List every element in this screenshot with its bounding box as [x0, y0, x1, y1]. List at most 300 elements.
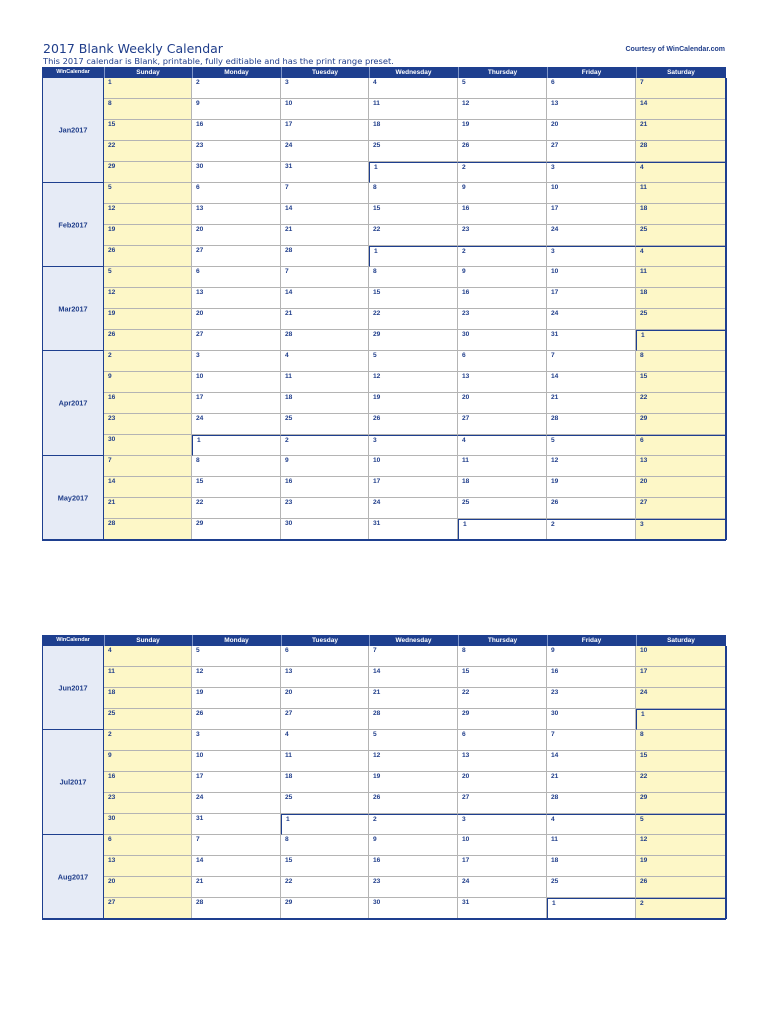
day-number: 16	[551, 668, 559, 675]
day-cell[interactable]	[281, 793, 369, 814]
day-number: 20	[462, 394, 470, 401]
day-cell[interactable]	[636, 99, 726, 120]
day-cell[interactable]	[369, 225, 458, 246]
day-number: 30	[196, 163, 204, 170]
day-cell[interactable]	[281, 898, 369, 919]
day-cell[interactable]	[547, 204, 636, 225]
day-cell[interactable]	[281, 498, 369, 519]
day-number: 8	[108, 100, 112, 107]
month-label-cell	[42, 456, 104, 540]
day-cell[interactable]	[192, 667, 281, 688]
header-separator	[636, 635, 637, 646]
day-cell[interactable]	[547, 498, 636, 519]
day-cell[interactable]	[369, 267, 458, 288]
day-cell[interactable]	[547, 78, 636, 99]
day-cell[interactable]	[458, 772, 547, 793]
day-cell[interactable]	[369, 246, 458, 267]
day-cell[interactable]	[547, 646, 636, 667]
day-cell[interactable]	[636, 456, 726, 477]
day-cell[interactable]	[547, 351, 636, 372]
day-cell[interactable]	[369, 709, 458, 730]
day-cell[interactable]	[369, 667, 458, 688]
month-label-cell	[42, 183, 104, 267]
day-number: 10	[640, 647, 648, 654]
day-cell[interactable]	[547, 309, 636, 330]
day-cell[interactable]	[547, 288, 636, 309]
day-cell[interactable]	[547, 372, 636, 393]
day-number: 13	[285, 668, 293, 675]
courtesy-link[interactable]: Courtesy of WinCalendar.com	[625, 46, 725, 53]
day-cell[interactable]	[636, 414, 726, 435]
day-cell[interactable]	[281, 351, 369, 372]
day-cell[interactable]	[281, 751, 369, 772]
day-cell[interactable]	[636, 667, 726, 688]
day-cell[interactable]	[281, 856, 369, 877]
day-number: 20	[196, 226, 204, 233]
day-cell[interactable]	[458, 519, 547, 540]
day-number: 12	[373, 752, 381, 759]
day-cell[interactable]	[192, 519, 281, 540]
day-cell[interactable]	[104, 456, 192, 477]
header-wednesday: Wednesday	[395, 637, 432, 644]
day-cell[interactable]	[636, 856, 726, 877]
day-cell[interactable]	[458, 477, 547, 498]
day-cell[interactable]	[458, 225, 547, 246]
day-cell[interactable]	[547, 120, 636, 141]
day-cell[interactable]	[104, 898, 192, 919]
day-cell[interactable]	[458, 751, 547, 772]
day-cell[interactable]	[458, 688, 547, 709]
day-number: 26	[551, 499, 559, 506]
day-number: 22	[373, 310, 381, 317]
day-cell[interactable]	[636, 646, 726, 667]
day-number: 14	[551, 373, 559, 380]
header-separator	[281, 67, 282, 78]
day-cell[interactable]	[369, 330, 458, 351]
day-number: 11	[285, 373, 292, 380]
day-cell[interactable]	[281, 456, 369, 477]
day-cell[interactable]	[192, 688, 281, 709]
day-cell[interactable]	[458, 898, 547, 919]
day-cell[interactable]	[547, 856, 636, 877]
day-number: 25	[285, 415, 293, 422]
day-cell[interactable]	[458, 435, 547, 456]
day-number: 2	[640, 900, 644, 907]
day-number: 15	[373, 205, 381, 212]
day-cell[interactable]	[369, 519, 458, 540]
day-cell[interactable]	[104, 183, 192, 204]
day-cell[interactable]	[281, 709, 369, 730]
day-cell[interactable]	[104, 498, 192, 519]
day-cell[interactable]	[281, 835, 369, 856]
day-cell[interactable]	[458, 414, 547, 435]
day-cell[interactable]	[192, 288, 281, 309]
day-cell[interactable]	[192, 477, 281, 498]
day-cell[interactable]	[636, 120, 726, 141]
day-cell[interactable]	[104, 793, 192, 814]
day-cell[interactable]	[369, 372, 458, 393]
day-cell[interactable]	[458, 709, 547, 730]
day-number: 5	[462, 79, 466, 86]
day-cell[interactable]	[281, 435, 369, 456]
day-cell[interactable]	[458, 99, 547, 120]
day-number: 18	[640, 205, 648, 212]
day-cell[interactable]	[458, 351, 547, 372]
day-cell[interactable]	[369, 288, 458, 309]
day-cell[interactable]	[192, 835, 281, 856]
day-cell[interactable]	[192, 898, 281, 919]
day-cell[interactable]	[192, 751, 281, 772]
day-cell[interactable]	[281, 288, 369, 309]
calendar-table-2	[42, 635, 726, 919]
day-cell[interactable]	[369, 856, 458, 877]
day-number: 4	[551, 816, 555, 823]
day-cell[interactable]	[369, 414, 458, 435]
day-cell[interactable]	[636, 162, 726, 183]
day-cell[interactable]	[636, 204, 726, 225]
day-cell[interactable]	[281, 225, 369, 246]
day-cell[interactable]	[547, 688, 636, 709]
day-cell[interactable]	[369, 477, 458, 498]
day-number: 1	[286, 816, 290, 823]
month-label: Aug2017	[57, 872, 89, 881]
day-cell[interactable]	[192, 309, 281, 330]
day-cell[interactable]	[104, 393, 192, 414]
day-cell[interactable]	[636, 519, 726, 540]
day-cell[interactable]	[458, 330, 547, 351]
day-cell[interactable]	[281, 99, 369, 120]
day-cell[interactable]	[104, 162, 192, 183]
day-cell[interactable]	[547, 141, 636, 162]
day-cell[interactable]	[369, 435, 458, 456]
day-cell[interactable]	[104, 120, 192, 141]
day-cell[interactable]	[636, 309, 726, 330]
day-cell[interactable]	[104, 667, 192, 688]
day-cell[interactable]	[104, 751, 192, 772]
day-cell[interactable]	[192, 78, 281, 99]
day-cell[interactable]	[192, 435, 281, 456]
day-cell[interactable]	[192, 330, 281, 351]
day-number: 19	[196, 689, 204, 696]
day-cell[interactable]	[547, 772, 636, 793]
day-cell[interactable]	[636, 78, 726, 99]
header-friday: Friday	[581, 69, 602, 76]
day-cell[interactable]	[458, 204, 547, 225]
day-number: 17	[462, 857, 470, 864]
day-cell[interactable]	[636, 372, 726, 393]
day-cell[interactable]	[104, 877, 192, 898]
day-cell[interactable]	[281, 204, 369, 225]
day-cell[interactable]	[369, 351, 458, 372]
day-cell[interactable]	[281, 414, 369, 435]
day-cell[interactable]	[104, 814, 192, 835]
day-cell[interactable]	[281, 688, 369, 709]
day-number: 17	[285, 121, 293, 128]
day-cell[interactable]	[192, 246, 281, 267]
day-cell[interactable]	[369, 162, 458, 183]
day-cell[interactable]	[636, 751, 726, 772]
day-number: 7	[285, 268, 289, 275]
day-cell[interactable]	[547, 814, 636, 835]
day-cell[interactable]	[281, 730, 369, 751]
day-cell[interactable]	[104, 246, 192, 267]
day-number: 25	[108, 710, 116, 717]
day-cell[interactable]	[636, 351, 726, 372]
day-cell[interactable]	[369, 183, 458, 204]
day-cell[interactable]	[458, 246, 547, 267]
day-cell[interactable]	[547, 835, 636, 856]
day-cell[interactable]	[281, 246, 369, 267]
day-cell[interactable]	[458, 309, 547, 330]
day-cell[interactable]	[281, 646, 369, 667]
day-cell[interactable]	[547, 667, 636, 688]
day-number: 29	[640, 794, 648, 801]
header-separator	[458, 67, 459, 78]
day-cell[interactable]	[636, 246, 726, 267]
calendar-body	[42, 78, 726, 540]
day-cell[interactable]	[192, 141, 281, 162]
day-cell[interactable]	[547, 730, 636, 751]
day-cell[interactable]	[458, 183, 547, 204]
day-cell[interactable]	[281, 772, 369, 793]
day-cell[interactable]	[547, 456, 636, 477]
day-cell[interactable]	[458, 646, 547, 667]
header-separator	[458, 635, 459, 646]
day-cell[interactable]	[281, 120, 369, 141]
day-cell[interactable]	[636, 393, 726, 414]
day-cell[interactable]	[636, 772, 726, 793]
day-cell[interactable]	[281, 477, 369, 498]
day-cell[interactable]	[547, 519, 636, 540]
day-number: 3	[285, 79, 289, 86]
day-cell[interactable]	[104, 78, 192, 99]
day-cell[interactable]	[281, 330, 369, 351]
day-cell[interactable]	[547, 99, 636, 120]
day-cell[interactable]	[192, 393, 281, 414]
day-cell[interactable]	[636, 141, 726, 162]
day-cell[interactable]	[192, 772, 281, 793]
day-cell[interactable]	[104, 204, 192, 225]
day-cell[interactable]	[104, 646, 192, 667]
day-cell[interactable]	[192, 351, 281, 372]
day-number: 23	[462, 226, 470, 233]
day-cell[interactable]	[636, 709, 726, 730]
day-cell[interactable]	[192, 456, 281, 477]
day-cell[interactable]	[369, 141, 458, 162]
day-cell[interactable]	[104, 309, 192, 330]
day-cell[interactable]	[192, 120, 281, 141]
day-cell[interactable]	[547, 793, 636, 814]
day-cell[interactable]	[636, 477, 726, 498]
day-cell[interactable]	[104, 99, 192, 120]
day-cell[interactable]	[458, 78, 547, 99]
day-cell[interactable]	[104, 835, 192, 856]
day-cell[interactable]	[104, 688, 192, 709]
day-cell[interactable]	[458, 267, 547, 288]
day-cell[interactable]	[369, 835, 458, 856]
day-cell[interactable]	[369, 772, 458, 793]
day-cell[interactable]	[369, 78, 458, 99]
day-cell[interactable]	[636, 267, 726, 288]
day-cell[interactable]	[547, 267, 636, 288]
day-number: 8	[462, 647, 466, 654]
day-cell[interactable]	[458, 667, 547, 688]
day-cell[interactable]	[192, 730, 281, 751]
day-cell[interactable]	[104, 772, 192, 793]
day-cell[interactable]	[369, 688, 458, 709]
day-cell[interactable]	[192, 99, 281, 120]
day-cell[interactable]	[192, 646, 281, 667]
day-number: 26	[108, 331, 116, 338]
day-number: 16	[462, 205, 470, 212]
day-cell[interactable]	[458, 372, 547, 393]
day-cell[interactable]	[192, 709, 281, 730]
day-cell[interactable]	[458, 288, 547, 309]
day-cell[interactable]	[547, 393, 636, 414]
day-cell[interactable]	[192, 183, 281, 204]
day-cell[interactable]	[369, 393, 458, 414]
day-number: 20	[551, 121, 559, 128]
month-label: Apr2017	[58, 398, 88, 408]
day-cell[interactable]	[104, 372, 192, 393]
day-cell[interactable]	[369, 877, 458, 898]
day-number: 1	[374, 248, 378, 255]
day-cell[interactable]	[458, 393, 547, 414]
day-cell[interactable]	[636, 183, 726, 204]
day-cell[interactable]	[458, 456, 547, 477]
day-number: 5	[373, 352, 377, 359]
day-cell[interactable]	[458, 814, 547, 835]
day-number: 30	[285, 520, 293, 527]
day-cell[interactable]	[547, 709, 636, 730]
day-cell[interactable]	[369, 99, 458, 120]
day-cell[interactable]	[281, 141, 369, 162]
day-number: 26	[196, 710, 204, 717]
header-monday: Monday	[224, 637, 249, 644]
day-cell[interactable]	[458, 141, 547, 162]
day-cell[interactable]	[281, 78, 369, 99]
day-cell[interactable]	[636, 814, 726, 835]
day-cell[interactable]	[636, 730, 726, 751]
day-cell[interactable]	[547, 435, 636, 456]
day-cell[interactable]	[369, 793, 458, 814]
day-cell[interactable]	[636, 688, 726, 709]
day-cell[interactable]	[369, 309, 458, 330]
day-cell[interactable]	[192, 225, 281, 246]
day-cell[interactable]	[547, 477, 636, 498]
day-cell[interactable]	[192, 414, 281, 435]
day-cell[interactable]	[547, 330, 636, 351]
day-cell[interactable]	[192, 877, 281, 898]
day-cell[interactable]	[458, 856, 547, 877]
day-cell[interactable]	[458, 120, 547, 141]
day-cell[interactable]	[636, 435, 726, 456]
day-cell[interactable]	[636, 793, 726, 814]
day-cell[interactable]	[192, 372, 281, 393]
day-cell[interactable]	[458, 498, 547, 519]
day-number: 16	[462, 289, 470, 296]
day-cell[interactable]	[458, 877, 547, 898]
day-cell[interactable]	[192, 162, 281, 183]
day-cell[interactable]	[192, 793, 281, 814]
day-cell[interactable]	[458, 162, 547, 183]
day-cell[interactable]	[281, 183, 369, 204]
day-cell[interactable]	[281, 393, 369, 414]
day-cell[interactable]	[281, 519, 369, 540]
day-number: 23	[462, 310, 470, 317]
day-cell[interactable]	[369, 646, 458, 667]
day-cell[interactable]	[547, 162, 636, 183]
day-cell[interactable]	[636, 877, 726, 898]
day-cell[interactable]	[281, 309, 369, 330]
day-cell[interactable]	[636, 330, 726, 351]
day-number: 15	[196, 478, 204, 485]
day-cell[interactable]	[192, 498, 281, 519]
weekday-header-row	[42, 635, 726, 646]
day-cell[interactable]	[104, 330, 192, 351]
day-number: 2	[108, 731, 112, 738]
day-cell[interactable]	[104, 730, 192, 751]
day-cell[interactable]	[281, 267, 369, 288]
day-cell[interactable]	[104, 709, 192, 730]
day-cell[interactable]	[104, 414, 192, 435]
day-cell[interactable]	[547, 246, 636, 267]
day-cell[interactable]	[281, 877, 369, 898]
day-cell[interactable]	[192, 814, 281, 835]
day-cell[interactable]	[281, 667, 369, 688]
day-cell[interactable]	[104, 519, 192, 540]
day-cell[interactable]	[547, 414, 636, 435]
day-cell[interactable]	[547, 877, 636, 898]
day-cell[interactable]	[369, 120, 458, 141]
day-cell[interactable]	[192, 856, 281, 877]
day-cell[interactable]	[281, 814, 369, 835]
day-cell[interactable]	[104, 267, 192, 288]
day-cell[interactable]	[104, 225, 192, 246]
day-cell[interactable]	[104, 288, 192, 309]
day-cell[interactable]	[636, 898, 726, 919]
day-cell[interactable]	[636, 498, 726, 519]
day-cell[interactable]	[281, 162, 369, 183]
day-cell[interactable]	[547, 183, 636, 204]
day-cell[interactable]	[458, 835, 547, 856]
day-cell[interactable]	[369, 814, 458, 835]
day-cell[interactable]	[192, 267, 281, 288]
day-cell[interactable]	[636, 225, 726, 246]
day-cell[interactable]	[281, 372, 369, 393]
day-cell[interactable]	[547, 225, 636, 246]
day-cell[interactable]	[369, 498, 458, 519]
day-cell[interactable]	[369, 456, 458, 477]
day-cell[interactable]	[547, 751, 636, 772]
day-cell[interactable]	[369, 204, 458, 225]
day-cell[interactable]	[104, 351, 192, 372]
day-cell[interactable]	[458, 730, 547, 751]
day-cell[interactable]	[104, 477, 192, 498]
day-number: 19	[462, 121, 470, 128]
day-cell[interactable]	[547, 898, 636, 919]
day-cell[interactable]	[104, 856, 192, 877]
day-cell[interactable]	[104, 141, 192, 162]
day-cell[interactable]	[369, 898, 458, 919]
day-cell[interactable]	[636, 288, 726, 309]
day-cell[interactable]	[458, 793, 547, 814]
day-cell[interactable]	[369, 730, 458, 751]
day-cell[interactable]	[192, 204, 281, 225]
day-cell[interactable]	[104, 435, 192, 456]
day-cell[interactable]	[636, 835, 726, 856]
day-cell[interactable]	[369, 751, 458, 772]
